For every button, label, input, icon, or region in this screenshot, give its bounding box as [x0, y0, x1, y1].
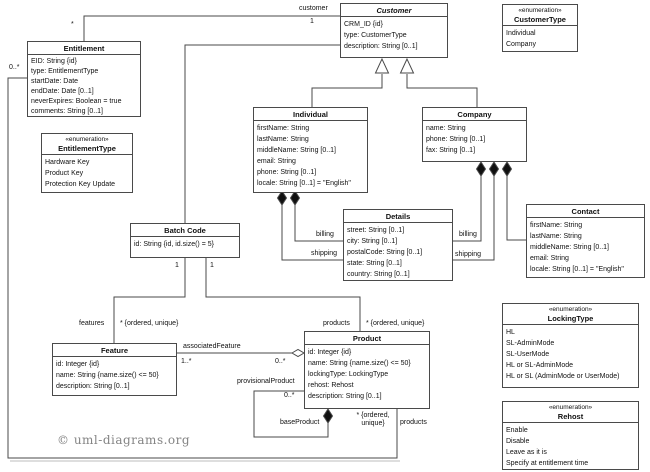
enum-customer-type-stereotype: «enumeration»	[518, 7, 562, 14]
enum-customer-type-name: CustomerType	[514, 15, 566, 24]
class-batch-code-attributes: id: String {id, id.size() = 5}	[134, 241, 214, 248]
enum-entitlement-type-values: Hardware Key Product Key Protection Key Update	[45, 159, 116, 188]
generalization-arrow-individual	[376, 59, 389, 73]
composition-diamond-company-contact	[503, 162, 512, 176]
class-contact-attributes: firstName: String lastName: String middleName: String [0..1] email: String locale: String [0..1] = "English"	[530, 222, 624, 273]
class-company	[422, 107, 527, 162]
label-features-constraint: * {ordered, unique}	[120, 320, 179, 327]
label-product-assoc-mult: 0..*	[275, 358, 286, 365]
enum-locking-type-name: LockingType	[547, 314, 594, 323]
label-products-top-constraint: * {ordered, unique}	[366, 320, 425, 327]
class-customer-attributes: CRM_ID {id} type: CustomerType description: String [0..1]	[344, 21, 418, 50]
class-product	[304, 331, 430, 409]
class-company-attributes: name: String phone: String [0..1] fax: String [0..1]	[426, 125, 486, 154]
class-customer-name: Customer	[341, 4, 447, 17]
enum-locking-type	[502, 303, 639, 388]
class-individual	[253, 107, 368, 193]
composition-diamond-baseproduct	[324, 409, 333, 423]
label-customer-role: customer	[299, 5, 328, 12]
edge-company-generalization	[407, 74, 477, 107]
label-entitlement-products-mult: 0..*	[9, 64, 20, 71]
label-customer-mult: 1	[310, 18, 314, 25]
aggregation-diamond-product	[292, 350, 304, 357]
generalization-arrow-company	[401, 59, 414, 73]
label-base-product-role: baseProduct	[280, 419, 320, 426]
class-contact	[526, 204, 645, 278]
enum-rehost-stereotype: «enumeration»	[548, 404, 593, 411]
enum-entitlement-type	[41, 133, 133, 193]
edge-entitlement-customer	[84, 16, 340, 41]
class-batch-code-name: Batch Code	[131, 224, 239, 237]
class-product-attributes: id: Integer {id} name: String {name.size() <= 50} lockingType: LockingType rehost: Rehost description: String [0..1]	[308, 349, 411, 400]
label-features-role: features	[79, 320, 105, 327]
label-billing-left: billing	[316, 231, 334, 238]
class-feature-name: Feature	[53, 344, 176, 357]
class-feature	[52, 343, 177, 396]
enum-entitlement-type-stereotype: «enumeration»	[65, 136, 109, 143]
composition-diamond-company-shipping	[490, 162, 499, 176]
class-entitlement	[27, 41, 141, 117]
label-entitlement-mult: *	[71, 21, 74, 28]
enum-rehost-values: Enable Disable Leave as it is Specify at entitlement time	[506, 427, 589, 467]
edge-company-contact	[507, 175, 526, 240]
label-associated-feature-role: associatedFeature	[183, 343, 241, 350]
label-batch-feature-mult: 1	[175, 262, 179, 269]
class-contact-name: Contact	[527, 205, 644, 218]
label-billing-right: billing	[459, 231, 477, 238]
class-entitlement-name: Entitlement	[28, 42, 140, 55]
edge-company-shipping-details	[453, 175, 494, 260]
enum-locking-type-stereotype: «enumeration»	[548, 306, 593, 313]
enum-locking-type-values: HL SL-AdminMode SL-UserMode HL or SL-AdminMode HL or SL (AdminMode or UserMode)	[506, 329, 620, 380]
label-provisional-product-role: provisionalProduct	[237, 378, 295, 385]
class-batch-code	[130, 223, 240, 258]
class-feature-attributes: id: Integer {id} name: String {name.size() <= 50} description: String [0..1]	[56, 361, 159, 390]
class-product-name: Product	[305, 332, 429, 345]
enum-rehost	[502, 401, 639, 470]
composition-diamond-individual-shipping	[278, 191, 287, 205]
class-details	[343, 209, 453, 281]
copyright-watermark: © uml-diagrams.org	[57, 433, 191, 447]
label-provisional-mult: 0..*	[284, 392, 295, 399]
label-shipping-left: shipping	[311, 250, 338, 257]
label-products-bottom-role: products	[400, 419, 427, 426]
class-entitlement-attributes: EID: String {id} type: EntitlementType startDate: Date endDate: Date [0..1] neverExpires: Boolean = true comments: String [0..1]	[31, 58, 122, 115]
class-company-name: Company	[423, 108, 526, 121]
edge-batchcode-features	[114, 258, 185, 343]
enum-entitlement-type-name: EntitlementType	[58, 144, 116, 153]
label-products-bottom-constraint: * {ordered, unique}	[356, 412, 390, 427]
class-details-attributes: street: String [0..1] city: String [0..1] postalCode: String [0..1] state: String [0..1] country: String [0..1]	[347, 227, 423, 278]
label-feature-mult: 1..*	[181, 358, 192, 365]
label-products-top-role: products	[323, 320, 350, 327]
label-batch-product-mult: 1	[210, 262, 214, 269]
composition-diamond-individual-billing	[291, 191, 300, 205]
composition-diamond-company-billing	[477, 162, 486, 176]
class-individual-attributes: firstName: String lastName: String middleName: String [0..1] email: String phone: String [0..1] locale: String [0..1] = "English"	[257, 125, 351, 187]
enum-rehost-name: Rehost	[557, 412, 584, 421]
enum-customer-type-values: Individual Company	[506, 30, 536, 48]
class-details-name: Details	[344, 210, 452, 223]
edge-individual-generalization	[312, 74, 382, 107]
enum-customer-type	[502, 4, 578, 52]
class-customer	[340, 3, 448, 58]
class-individual-name: Individual	[254, 108, 367, 121]
label-shipping-right: shipping	[455, 251, 482, 258]
